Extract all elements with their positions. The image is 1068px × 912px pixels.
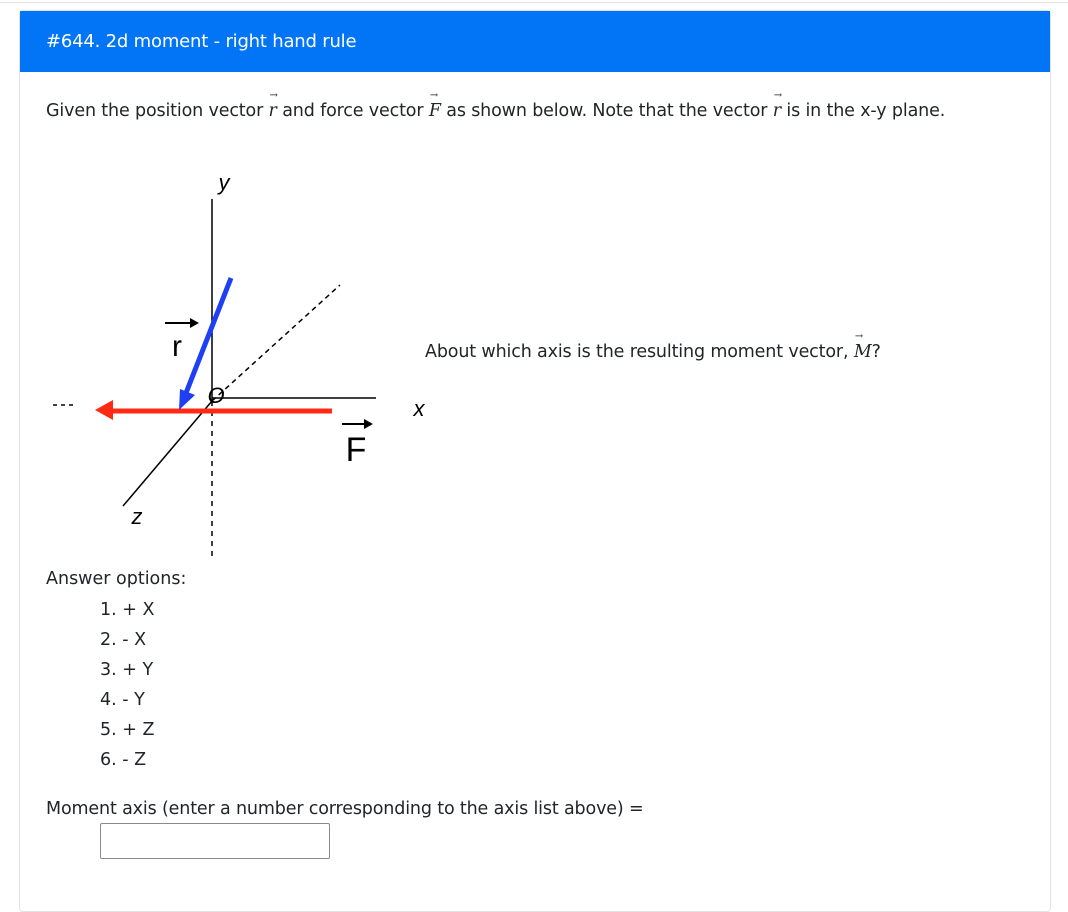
r-label-arrowhead <box>190 318 199 328</box>
r-vector-label: r <box>172 330 182 363</box>
f-vector-symbol: → F <box>428 90 441 121</box>
answer-option: 6. - Z <box>100 750 147 770</box>
f-vector-label: F <box>345 431 367 469</box>
moment-axis-input[interactable] <box>100 823 330 859</box>
question-text-part2: and force vector <box>282 101 424 121</box>
answer-options-label: Answer options: <box>46 569 187 589</box>
top-divider <box>0 2 1068 3</box>
m-vector-symbol: → M <box>853 331 872 362</box>
question-card <box>19 10 1051 912</box>
question-text <box>46 90 946 121</box>
answer-option: 1. + X <box>100 600 155 620</box>
r-vector-symbol: → r <box>268 90 278 121</box>
f-label-arrowhead <box>364 419 373 429</box>
x-axis-label: x <box>413 396 425 421</box>
r-vector-arrow <box>186 278 231 393</box>
answer-options-list <box>100 599 154 779</box>
origin-label: O <box>207 383 225 408</box>
r-vector-arrowhead <box>179 389 195 410</box>
question-text-part1: Given the position vector <box>46 101 264 121</box>
answer-option: 3. + Y <box>100 660 154 680</box>
z-axis-negative <box>212 285 340 401</box>
vector-diagram <box>51 161 425 576</box>
z-axis-label: z <box>131 504 143 529</box>
question-title: #644. 2d moment - right hand rule <box>20 11 1050 72</box>
question-text-part3: as shown below. Note that the vector <box>446 101 768 121</box>
r-vector-symbol-2: → r <box>772 90 782 121</box>
answer-option: 4. - Y <box>100 690 145 710</box>
answer-option: 2. - X <box>100 630 147 650</box>
moment-question-text: About which axis is the resulting moment vector, <box>425 342 849 362</box>
answer-option: 5. + Z <box>100 720 155 740</box>
moment-axis-label: Moment axis (enter a number corresponding to the axis list above) = <box>46 799 644 819</box>
z-axis <box>123 401 212 506</box>
moment-question-end: ? <box>871 342 881 362</box>
f-vector-arrowhead <box>95 400 113 420</box>
moment-question <box>425 331 881 362</box>
y-axis-label: y <box>218 170 230 195</box>
question-text-part4: is in the x-y plane. <box>786 101 946 121</box>
